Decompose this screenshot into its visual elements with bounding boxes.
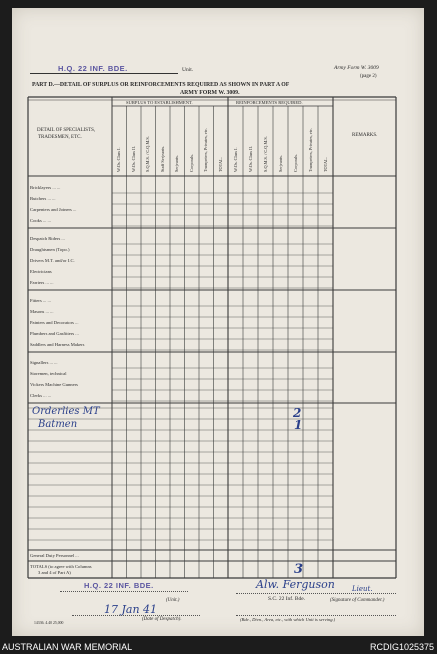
formation-line bbox=[236, 615, 396, 616]
row-label: Signallers ... ... bbox=[30, 360, 58, 365]
totals-label-line2: 3 and 4 of Part A) bbox=[38, 570, 71, 575]
column-header: Serjeants. bbox=[277, 155, 283, 172]
signature-suffix: Lieut. bbox=[352, 585, 373, 593]
row-label: Despatch Riders ... bbox=[30, 236, 65, 241]
column-header: W.Os. Class I. bbox=[116, 147, 122, 172]
row-label: Bricklayers ... ... bbox=[30, 185, 61, 190]
detail-heading-line2: TRADESMEN, ETC. bbox=[38, 135, 82, 140]
footer-unit-line bbox=[60, 591, 188, 592]
signature-label: (Signature of Commander.) bbox=[330, 598, 385, 603]
handwritten-entry-1: Orderlies MT bbox=[32, 406, 100, 417]
column-header: TOTAL. bbox=[322, 157, 328, 172]
column-header: W.Os. Class I. bbox=[232, 147, 238, 172]
unit-label: Unit. bbox=[182, 67, 194, 73]
row-label: Carpenters and Joiners ... bbox=[30, 207, 77, 212]
column-header: Staff Serjeants. bbox=[159, 145, 165, 172]
page-note: (page 2) bbox=[360, 74, 377, 79]
footer-unit-stamp: H.Q. 22 INF. BDE. bbox=[84, 581, 154, 590]
signature-line bbox=[236, 593, 396, 594]
column-header: Corporals. bbox=[188, 153, 194, 172]
column-header: Corporals. bbox=[292, 153, 298, 172]
commander-signature: Alw. Ferguson bbox=[256, 578, 335, 591]
column-header: TOTAL. bbox=[217, 157, 223, 172]
army-form-label: Army Form W. 3009 bbox=[334, 65, 379, 71]
print-code: 14336. 4.40 25,000 bbox=[34, 621, 64, 625]
totals-handwritten: 3 bbox=[294, 562, 304, 577]
totals-label-line1: TOTALS (to agree with Columns bbox=[30, 564, 92, 569]
date-line bbox=[72, 615, 200, 616]
row-label: Saddlers and Harness Makers bbox=[30, 342, 85, 347]
row-label: Cooks ... ... bbox=[30, 218, 51, 223]
archive-right-label: RCDIG1025375 bbox=[369, 642, 434, 652]
column-header: Serjeants. bbox=[174, 155, 180, 172]
general-duty-label: General Duty Personnel ... bbox=[30, 553, 79, 558]
formation-stamp: H.Q. 22 INF. BDE. bbox=[58, 64, 128, 73]
row-label: Masons ... ... bbox=[30, 309, 54, 314]
column-header: W.Os. Class II. bbox=[247, 146, 253, 172]
part-title-line1: PART D.—DETAIL OF SURPLUS OR REINFORCEMENTS REQUIRED AS SHOWN IN PART A OF bbox=[32, 82, 290, 88]
reinforcements-heading: REINFORCEMENTS REQUIRED. bbox=[236, 100, 303, 105]
formation-label: (Bde., Divn., Area, etc., with which Unit is serving.) bbox=[240, 617, 336, 622]
column-header: Trumpeters, Privates, etc. bbox=[307, 128, 313, 172]
row-label: Farriers ... ... bbox=[30, 280, 54, 285]
sc-label: S.C. 22 Inf. Bde. bbox=[268, 596, 306, 602]
row-label: Drivers M.T. and/or I.C. bbox=[30, 258, 75, 263]
row-label: Draughtsmen (Topo.) bbox=[30, 247, 70, 252]
archive-left-label: AUSTRALIAN WAR MEMORIAL bbox=[2, 642, 133, 652]
surplus-heading: SURPLUS TO ESTABLISHMENT. bbox=[126, 100, 193, 105]
row-label: Vickers Machine Gunners bbox=[30, 382, 78, 387]
handwritten-value-1: 2 bbox=[293, 406, 302, 420]
row-label: Electricians bbox=[30, 269, 52, 274]
column-header: S.Q.M.S. / C.Q.M.S. bbox=[145, 136, 151, 172]
row-label: Painters and Decorators ... bbox=[30, 320, 79, 325]
column-header: S.Q.M.S. / C.Q.M.S. bbox=[262, 136, 268, 172]
footer-unit-label: (Unit.) bbox=[166, 598, 180, 603]
date-label: (Date of Despatch). bbox=[142, 617, 182, 622]
archive-footer bbox=[0, 640, 437, 654]
row-label: Butchers ... ... bbox=[30, 196, 56, 201]
row-label: Storemen, technical bbox=[30, 371, 67, 376]
handwritten-entry-2: Batmen bbox=[38, 419, 78, 430]
row-label: Clerks ... ... bbox=[30, 393, 52, 398]
column-header: W.Os. Class II. bbox=[130, 146, 136, 172]
detail-heading-line1: DETAIL OF SPECIALISTS, bbox=[37, 128, 96, 133]
row-label: Fitters ... ... bbox=[30, 298, 51, 303]
row-label: Plumbers and Gasfitters ... bbox=[30, 331, 79, 336]
date-handwritten: 17 Jan 41 bbox=[104, 603, 158, 616]
part-title-line2: ARMY FORM W. 3009. bbox=[180, 90, 240, 96]
remarks-heading: REMARKS. bbox=[352, 133, 378, 138]
column-header: Trumpeters, Privates, etc. bbox=[203, 128, 209, 172]
handwritten-value-2: 1 bbox=[294, 418, 303, 432]
